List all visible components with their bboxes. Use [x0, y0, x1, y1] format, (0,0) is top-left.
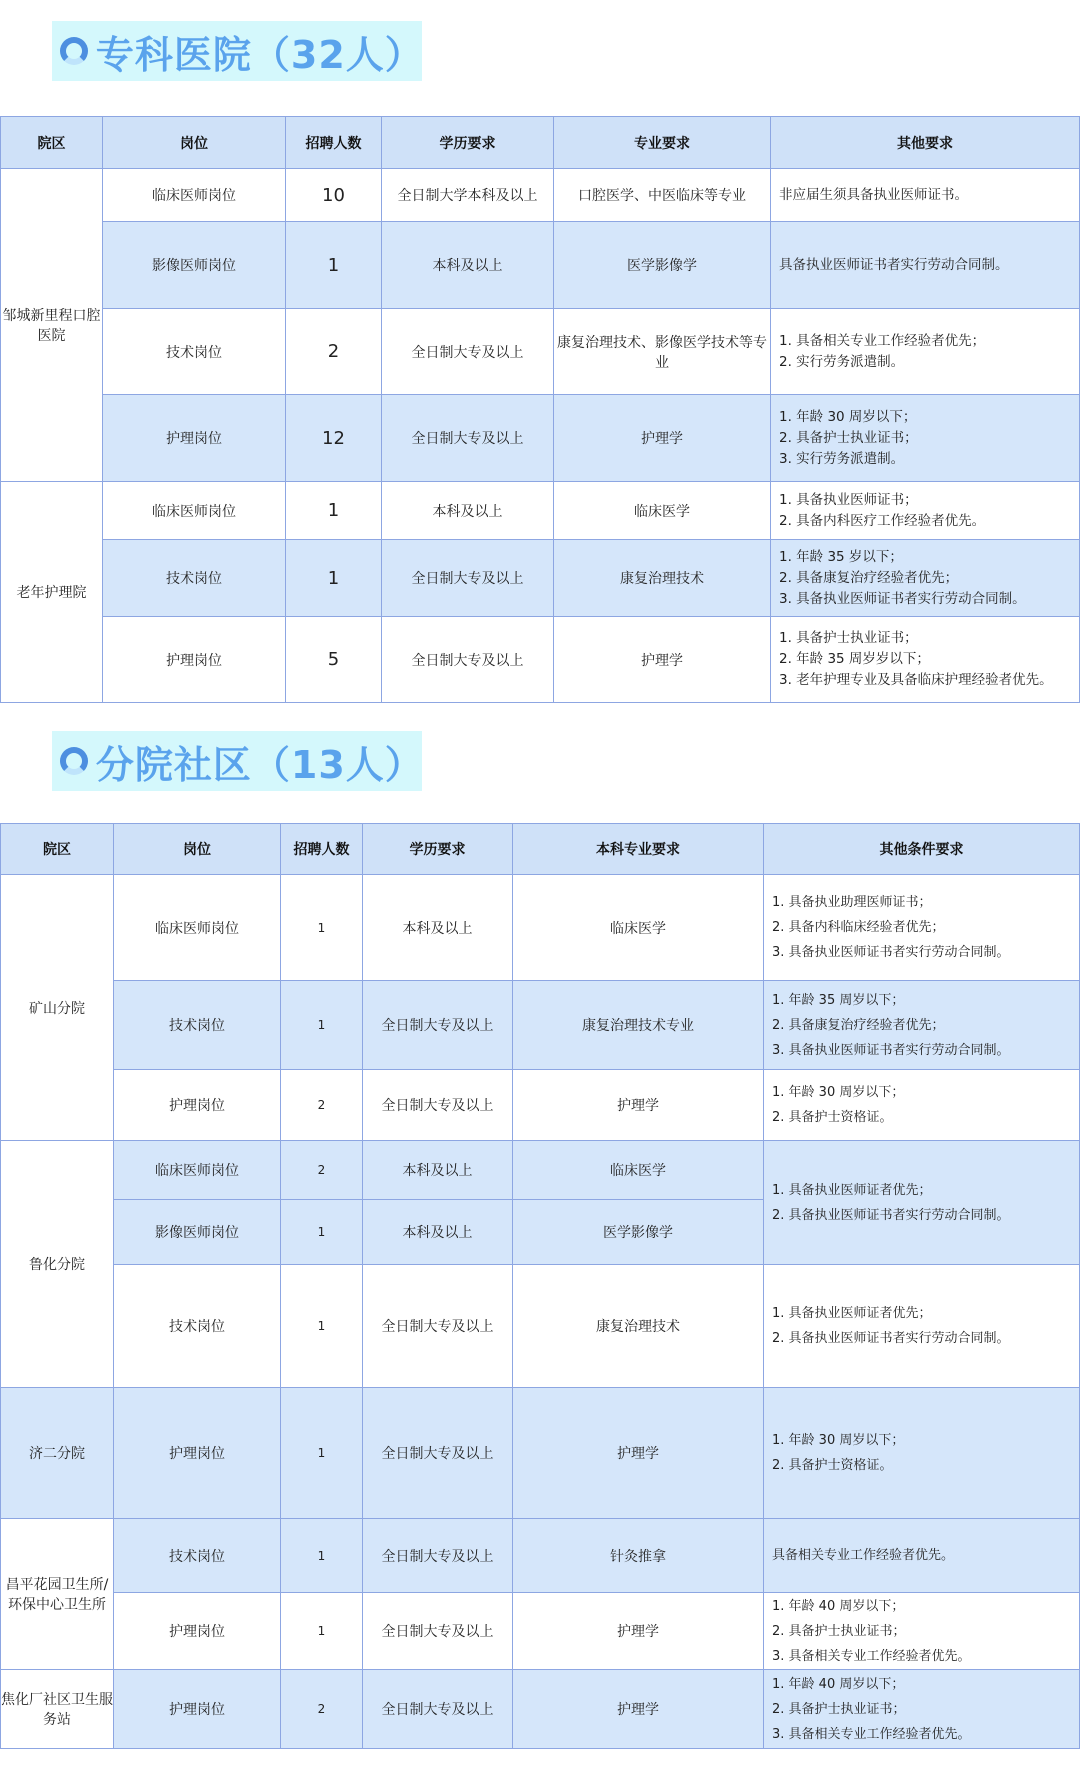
- position-cell: 护理岗位: [103, 395, 286, 482]
- requirement-line: 1. 年龄 30 周岁以下；: [772, 1085, 905, 1100]
- campus-cell: 矿山分院: [1, 875, 114, 1141]
- other-requirements-cell: [771, 395, 1080, 482]
- major-cell: 针灸推拿: [513, 1519, 764, 1593]
- major-cell: 护理学: [513, 1388, 764, 1519]
- major-cell: 护理学: [513, 1070, 764, 1141]
- count-cell: 1: [286, 540, 382, 617]
- requirement-line: 具备执业医师证书者实行劳动合同制。: [779, 256, 1009, 273]
- other-requirements-cell: [771, 169, 1080, 222]
- requirement-line: 3. 具备执业医师证书者实行劳动合同制。: [772, 1042, 1010, 1058]
- count-cell: 5: [286, 617, 382, 703]
- education-cell: 全日制大专及以上: [363, 1593, 513, 1670]
- column-header: 本科专业要求: [513, 824, 764, 875]
- requirement-line: 2. 具备执业医师证书者实行劳动合同制。: [772, 1331, 1010, 1346]
- requirement-line: 3. 老年护理专业及具备临床护理经验者优先。: [779, 672, 1053, 688]
- position-cell: 临床医师岗位: [103, 169, 286, 222]
- campus-cell: 济二分院: [1, 1388, 114, 1519]
- column-header: 招聘人数: [281, 824, 363, 875]
- other-requirements-cell: [764, 1670, 1080, 1749]
- position-cell: 技术岗位: [103, 309, 286, 395]
- position-cell: 影像医师岗位: [114, 1200, 281, 1265]
- education-cell: 全日制大专及以上: [363, 1265, 513, 1388]
- campus-cell: 邹城新里程口腔医院: [1, 169, 103, 482]
- education-cell: 全日制大专及以上: [363, 1070, 513, 1141]
- other-requirements-cell: [764, 1388, 1080, 1519]
- table-row: [1, 1670, 1080, 1749]
- specialty-hospital-table: [0, 116, 1080, 703]
- major-cell: 护理学: [554, 617, 771, 703]
- table-row: [1, 875, 1080, 981]
- major-cell: 康复治理技术、影像医学技术等专业: [554, 309, 771, 395]
- column-header: 岗位: [103, 117, 286, 169]
- count-cell: 1: [286, 222, 382, 309]
- education-cell: 全日制大专及以上: [382, 395, 554, 482]
- major-cell: 康复治理技术: [554, 540, 771, 617]
- table-row: [1, 1519, 1080, 1593]
- position-cell: 护理岗位: [114, 1070, 281, 1141]
- other-requirements-cell: [764, 1593, 1080, 1670]
- column-header: 学历要求: [382, 117, 554, 169]
- education-cell: 本科及以上: [363, 1200, 513, 1265]
- requirement-line: 2. 实行劳务派遣制。: [779, 353, 905, 370]
- education-cell: 本科及以上: [363, 875, 513, 981]
- education-cell: 本科及以上: [382, 222, 554, 309]
- column-header: 其他要求: [771, 117, 1080, 169]
- requirement-line: 2. 具备护士执业证书；: [772, 1623, 906, 1639]
- column-header: 其他条件要求: [764, 824, 1080, 875]
- header-row: [1, 824, 1080, 875]
- requirement-line: 2. 具备内科医疗工作经验者优先。: [779, 512, 986, 529]
- requirement-line: 2. 具备护士资格证。: [772, 1110, 893, 1125]
- table-row: [1, 395, 1080, 482]
- requirement-line: 非应届生须具备执业医师证书。: [779, 186, 968, 203]
- column-header: 学历要求: [363, 824, 513, 875]
- circle-icon: [60, 747, 88, 775]
- table-row: [1, 617, 1080, 703]
- education-cell: 全日制大专及以上: [363, 981, 513, 1070]
- position-cell: 技术岗位: [114, 1519, 281, 1593]
- count-cell: 1: [281, 875, 363, 981]
- major-cell: 康复治理技术: [513, 1265, 764, 1388]
- requirement-line: 2. 年龄 35 周岁岁以下；: [779, 651, 930, 667]
- other-requirements-cell: [764, 981, 1080, 1070]
- requirement-line: 1. 年龄 30 周岁以下；: [779, 408, 917, 425]
- header-row: [1, 117, 1080, 169]
- count-cell: 1: [281, 1388, 363, 1519]
- education-cell: 本科及以上: [382, 482, 554, 540]
- column-header: 院区: [1, 824, 114, 875]
- major-cell: 医学影像学: [513, 1200, 764, 1265]
- count-cell: 2: [281, 1670, 363, 1749]
- count-cell: 1: [286, 482, 382, 540]
- other-requirements-cell: [764, 1519, 1080, 1593]
- education-cell: 全日制大专及以上: [363, 1670, 513, 1749]
- position-cell: 护理岗位: [114, 1593, 281, 1670]
- table-row: [1, 1388, 1080, 1519]
- major-cell: 临床医学: [513, 1141, 764, 1200]
- requirement-line: 2. 具备护士执业证书；: [772, 1701, 906, 1717]
- major-cell: 康复治理技术专业: [513, 981, 764, 1070]
- education-cell: 全日制大专及以上: [382, 617, 554, 703]
- major-cell: 护理学: [513, 1593, 764, 1670]
- education-cell: 全日制大专及以上: [363, 1388, 513, 1519]
- requirement-line: 2. 具备护士执业证书；: [779, 429, 918, 446]
- branch-community-table: [0, 823, 1080, 1749]
- requirement-line: 3. 实行劳务派遣制。: [779, 450, 905, 467]
- section-title-text: 分院社区（13人）: [95, 742, 424, 787]
- table-row: [1, 1070, 1080, 1141]
- major-cell: 临床医学: [513, 875, 764, 981]
- requirement-line: 3. 具备相关专业工作经验者优先。: [772, 1648, 971, 1664]
- section-title-branch-community: [52, 731, 422, 791]
- requirement-line: 2. 具备康复治疗经验者优先；: [772, 1017, 945, 1033]
- other-requirements-cell: [771, 482, 1080, 540]
- count-cell: 1: [281, 1593, 363, 1670]
- requirement-line: 1. 具备执业医师证书；: [779, 491, 918, 508]
- column-header: 专业要求: [554, 117, 771, 169]
- table-row: [1, 1265, 1080, 1388]
- table-row: [1, 169, 1080, 222]
- education-cell: 全日制大专及以上: [382, 309, 554, 395]
- requirement-line: 1. 具备执业医师证者优先；: [772, 1182, 932, 1198]
- requirement-line: 2. 具备内科临床经验者优先；: [772, 920, 945, 935]
- requirement-line: 3. 具备执业医师证书者实行劳动合同制。: [779, 590, 1026, 607]
- count-cell: 1: [281, 1265, 363, 1388]
- requirement-line: 2. 具备护士资格证。: [772, 1458, 893, 1473]
- requirement-line: 1. 年龄 40 周岁以下；: [772, 1598, 905, 1614]
- requirement-line: 具备相关专业工作经验者优先。: [772, 1548, 955, 1563]
- major-cell: 临床医学: [554, 482, 771, 540]
- requirement-line: 1. 年龄 40 周岁以下；: [772, 1676, 905, 1692]
- position-cell: 护理岗位: [103, 617, 286, 703]
- table-row: [1, 309, 1080, 395]
- position-cell: 护理岗位: [114, 1388, 281, 1519]
- position-cell: 护理岗位: [114, 1670, 281, 1749]
- count-cell: 1: [281, 981, 363, 1070]
- table-row: [1, 540, 1080, 617]
- position-cell: 临床医师岗位: [114, 875, 281, 981]
- campus-cell: 焦化厂社区卫生服务站: [1, 1670, 114, 1749]
- column-header: 招聘人数: [286, 117, 382, 169]
- section-title-specialty-hospital: [52, 21, 422, 81]
- other-requirements-cell: [764, 1141, 1080, 1265]
- major-cell: 护理学: [513, 1670, 764, 1749]
- requirement-line: 1. 年龄 30 周岁以下；: [772, 1433, 905, 1448]
- circle-icon: [60, 37, 88, 65]
- major-cell: 护理学: [554, 395, 771, 482]
- count-cell: 12: [286, 395, 382, 482]
- position-cell: 影像医师岗位: [103, 222, 286, 309]
- requirement-line: 1. 年龄 35 岁以下；: [779, 548, 903, 565]
- education-cell: 全日制大专及以上: [382, 540, 554, 617]
- table-row: [1, 222, 1080, 309]
- other-requirements-cell: [771, 309, 1080, 395]
- campus-cell: 鲁化分院: [1, 1141, 114, 1388]
- other-requirements-cell: [764, 875, 1080, 981]
- table-row: [1, 1593, 1080, 1670]
- position-cell: 技术岗位: [114, 981, 281, 1070]
- requirement-line: 1. 具备执业医师证者优先；: [772, 1306, 932, 1321]
- education-cell: 本科及以上: [363, 1141, 513, 1200]
- major-cell: 医学影像学: [554, 222, 771, 309]
- requirement-line: 3. 具备相关专业工作经验者优先。: [772, 1726, 971, 1742]
- column-header: 院区: [1, 117, 103, 169]
- campus-cell: 老年护理院: [1, 482, 103, 703]
- other-requirements-cell: [764, 1265, 1080, 1388]
- requirement-line: 1. 具备相关专业工作经验者优先；: [779, 332, 986, 349]
- requirement-line: 1. 年龄 35 周岁以下；: [772, 992, 905, 1008]
- requirement-line: 2. 具备执业医师证书者实行劳动合同制。: [772, 1207, 1010, 1223]
- requirement-line: 3. 具备执业医师证书者实行劳动合同制。: [772, 945, 1010, 960]
- requirement-line: 1. 具备执业助理医师证书；: [772, 895, 932, 910]
- campus-cell: 昌平花园卫生所/环保中心卫生所: [1, 1519, 114, 1670]
- education-cell: 全日制大学本科及以上: [382, 169, 554, 222]
- other-requirements-cell: [771, 222, 1080, 309]
- major-cell: 口腔医学、中医临床等专业: [554, 169, 771, 222]
- position-cell: 技术岗位: [103, 540, 286, 617]
- table-row: [1, 482, 1080, 540]
- requirement-line: 1. 具备护士执业证书；: [779, 630, 918, 646]
- count-cell: 1: [281, 1200, 363, 1265]
- section-title-text: 专科医院（32人）: [95, 32, 424, 77]
- other-requirements-cell: [764, 1070, 1080, 1141]
- column-header: 岗位: [114, 824, 281, 875]
- count-cell: 1: [281, 1519, 363, 1593]
- position-cell: 技术岗位: [114, 1265, 281, 1388]
- count-cell: 2: [281, 1070, 363, 1141]
- position-cell: 临床医师岗位: [103, 482, 286, 540]
- count-cell: 2: [286, 309, 382, 395]
- requirement-line: 2. 具备康复治疗经验者优先；: [779, 569, 959, 586]
- other-requirements-cell: [771, 617, 1080, 703]
- position-cell: 临床医师岗位: [114, 1141, 281, 1200]
- count-cell: 2: [281, 1141, 363, 1200]
- table-row: [1, 981, 1080, 1070]
- count-cell: 10: [286, 169, 382, 222]
- table-row: [1, 1141, 1080, 1200]
- other-requirements-cell: [771, 540, 1080, 617]
- education-cell: 全日制大专及以上: [363, 1519, 513, 1593]
